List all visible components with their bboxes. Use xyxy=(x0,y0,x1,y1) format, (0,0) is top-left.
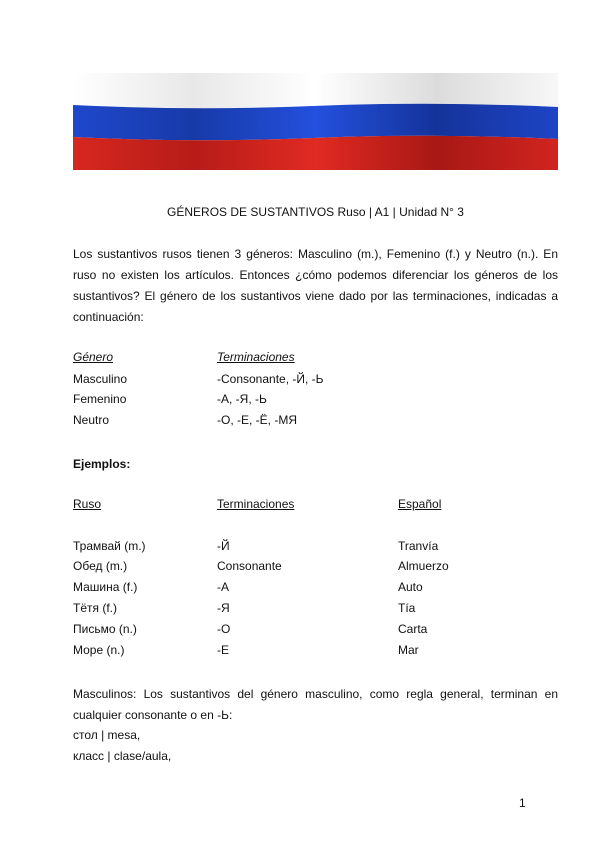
gender-name: Neutro xyxy=(73,413,110,427)
russian-flag-image xyxy=(73,73,558,170)
examples-table-row xyxy=(0,559,600,575)
word-ending: -Й xyxy=(217,539,230,553)
intro-paragraph: Los sustantivos rusos tienen 3 géneros: Masculino (m.), Femenino (f.) y Neutro (n.). En ruso no existen los artículos. Entonces ¿cómo podemos diferenciar los géneros de los sustantivos? El género de los sustantivos viene dado por las terminaciones, indicadas a continuación: xyxy=(73,247,558,324)
gender-table-header xyxy=(0,350,600,366)
gender-endings: -А, -Я, -Ь xyxy=(217,392,267,406)
example-line: стол | mesa, xyxy=(73,728,141,742)
russian-word: Трамвай (m.) xyxy=(73,539,146,553)
word-ending: -Я xyxy=(217,601,230,615)
examples-table-header xyxy=(0,497,600,513)
gender-name: Masculino xyxy=(73,372,128,386)
spanish-word: Carta xyxy=(398,622,428,636)
examples-table-row xyxy=(0,539,600,555)
header-genero: Género xyxy=(73,350,114,364)
spanish-word: Almuerzo xyxy=(398,559,449,573)
document-title: GÉNEROS DE SUSTANTIVOS Ruso | A1 | Unidad N° 3 xyxy=(167,205,464,219)
examples-table-row xyxy=(0,643,600,659)
russian-word: Море (n.) xyxy=(73,643,125,657)
page-number: 1 xyxy=(519,796,526,810)
example-line: класс | clase/aula, xyxy=(73,749,172,763)
gender-table-row xyxy=(0,372,600,388)
gender-endings: -Consonante, -Й, -Ь xyxy=(217,372,324,386)
spanish-word: Tía xyxy=(398,601,416,615)
header-terminaciones: Terminaciones xyxy=(217,497,295,511)
word-ending: -Е xyxy=(217,643,229,657)
masculine-note: Masculinos: Los sustantivos del género masculino, como regla general, terminan en cualquier consonante o en -Ь: xyxy=(73,687,558,722)
word-ending: -О xyxy=(217,622,231,636)
header-espanol: Español xyxy=(398,497,442,511)
gender-table-row xyxy=(0,413,600,429)
russian-word: Машина (f.) xyxy=(73,580,138,594)
russian-word: Обед (m.) xyxy=(73,559,128,573)
header-ruso: Ruso xyxy=(73,497,102,511)
russian-word: Тётя (f.) xyxy=(73,601,117,615)
word-ending: -А xyxy=(217,580,229,594)
word-ending: Consonante xyxy=(217,559,282,573)
examples-table-row xyxy=(0,580,600,596)
russian-word: Письмо (n.) xyxy=(73,622,137,636)
gender-table-row xyxy=(0,392,600,408)
spanish-word: Tranvía xyxy=(398,539,439,553)
gender-name: Femenino xyxy=(73,392,127,406)
spanish-word: Auto xyxy=(398,580,423,594)
examples-heading: Ejemplos: xyxy=(73,457,131,471)
spanish-word: Mar xyxy=(398,643,419,657)
header-terminaciones: Terminaciones xyxy=(217,350,295,364)
examples-table-row xyxy=(0,622,600,638)
gender-endings: -О, -Е, -Ё, -МЯ xyxy=(217,413,297,427)
examples-table-row xyxy=(0,601,600,617)
